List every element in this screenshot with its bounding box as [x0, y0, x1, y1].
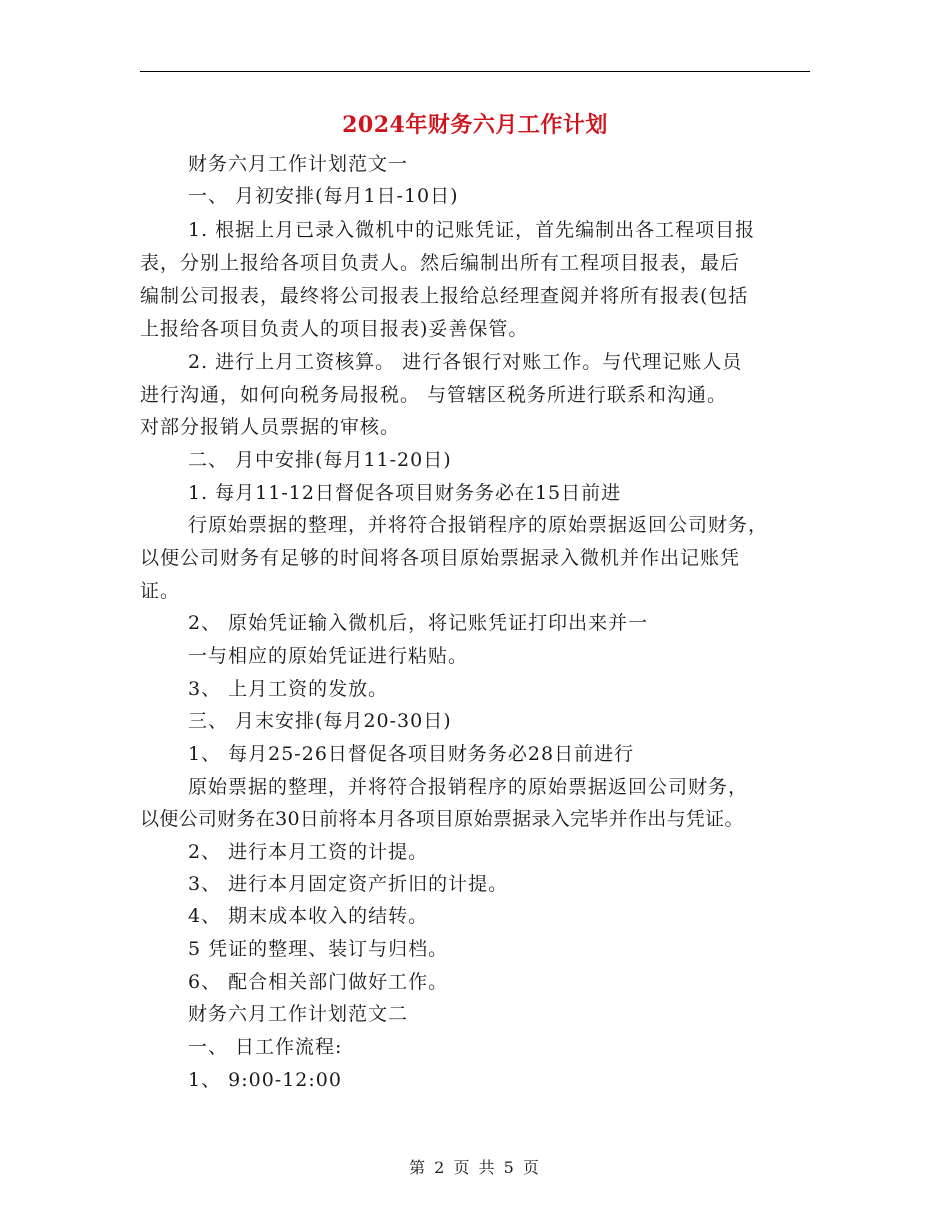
text-line: 1. 根据上月已录入微机中的记账凭证，首先编制出各工程项目报: [188, 219, 756, 241]
document-title: 2024年财务六月工作计划: [342, 112, 608, 138]
text-line: 二、 月中安排(每月11-20日): [188, 449, 452, 471]
text-line: 以便公司财务有足够的时间将各项目原始票据录入微机并作出记账凭: [140, 547, 741, 569]
text-line: 3、 进行本月固定资产折旧的计提。: [188, 873, 509, 895]
header-rule: [140, 71, 810, 72]
text-line: 1、 9:00-12:00: [188, 1069, 342, 1091]
text-line: 2、 进行本月工资的计提。: [188, 841, 429, 863]
text-line: 一与相应的原始凭证进行粘贴。: [188, 645, 469, 667]
text-line: 对部分报销人员票据的审核。: [140, 416, 401, 438]
text-line: 编制公司报表，最终将公司报表上报给总经理查阅并将所有报表(包括: [140, 285, 749, 307]
text-line: 三、 月末安排(每月20-30日): [188, 710, 452, 732]
text-line: 进行沟通，如何向税务局报税。 与管辖区税务所进行联系和沟通。: [140, 384, 728, 406]
text-line: 财务六月工作计划范文一: [188, 153, 409, 175]
text-line: 行原始票据的整理，并将符合报销程序的原始票据返回公司财务，: [188, 514, 769, 536]
text-line: 1、 每月25-26日督促各项目财务务必28日前进行: [188, 743, 635, 765]
text-line: 5 凭证的整理、装订与归档。: [188, 938, 449, 960]
text-line: 1. 每月11-12日督促各项目财务务必在15日前进: [188, 482, 622, 504]
text-line: 6、 配合相关部门做好工作。: [188, 971, 449, 993]
text-line: 2、 原始凭证输入微机后，将记账凭证打印出来并一: [188, 612, 649, 634]
text-line: 一、 月初安排(每月1日-10日): [188, 185, 459, 207]
page-footer: 第 2 页 共 5 页: [409, 1158, 541, 1177]
text-line: 以便公司财务在30日前将本月各项目原始票据录入完毕并作出与凭证。: [140, 808, 744, 830]
text-line: 一、 日工作流程:: [188, 1036, 343, 1058]
text-line: 3、 上月工资的发放。: [188, 678, 389, 700]
text-line: 上报给各项目负责人的项目报表)妥善保管。: [140, 318, 529, 340]
text-line: 2. 进行上月工资核算。 进行各银行对账工作。与代理记账人员: [188, 351, 743, 373]
text-line: 证。: [140, 580, 181, 602]
text-line: 4、 期末成本收入的结转。: [188, 905, 429, 927]
text-line: 表，分别上报给各项目负责人。然后编制出所有工程项目报表，最后: [140, 252, 741, 274]
text-line: 财务六月工作计划范文二: [188, 1003, 409, 1025]
text-line: 原始票据的整理，并将符合报销程序的原始票据返回公司财务，: [188, 776, 749, 798]
